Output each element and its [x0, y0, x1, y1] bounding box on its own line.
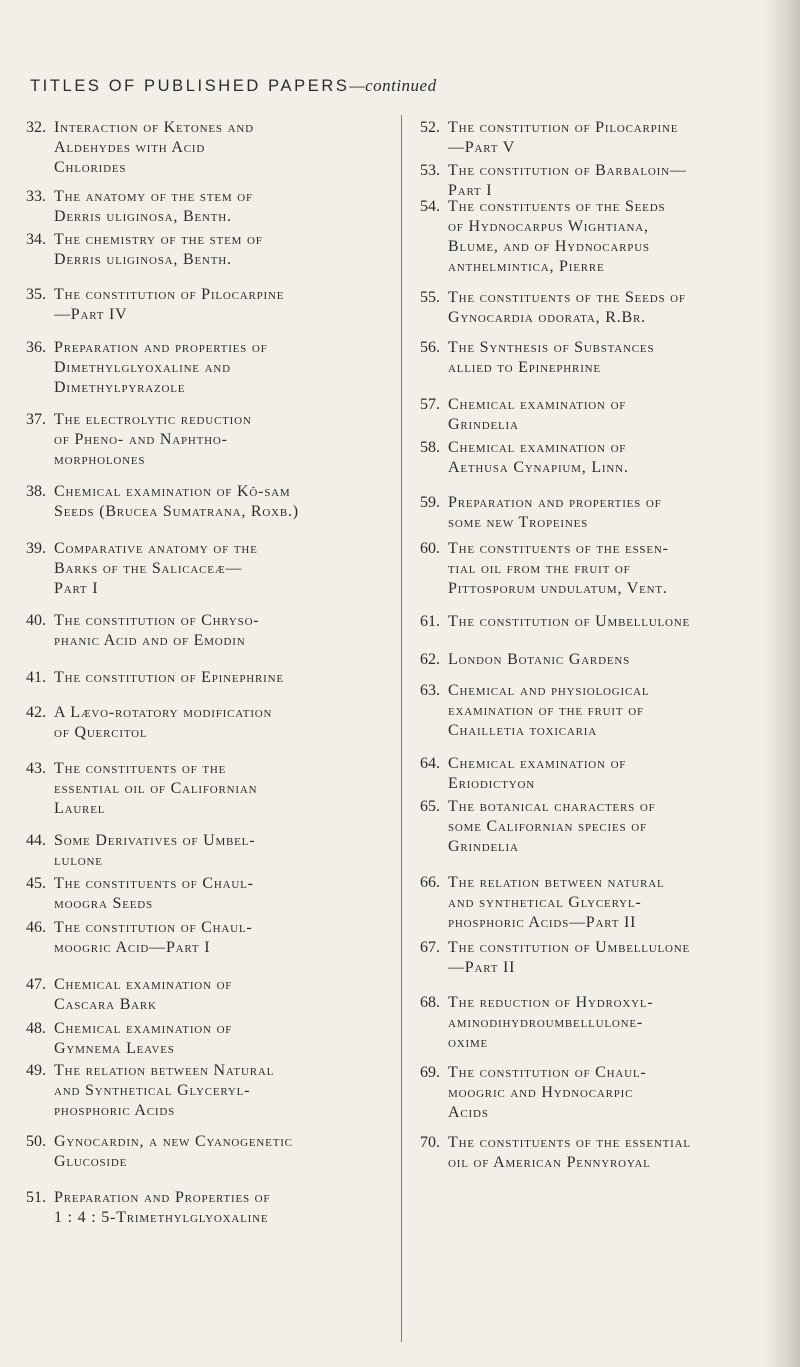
entry-title-line: Glucoside	[54, 1153, 128, 1170]
entry-title	[54, 611, 386, 651]
entry-title	[54, 918, 386, 958]
entry-number: 70.	[420, 1134, 440, 1151]
entry-title	[54, 1019, 386, 1059]
list-item	[26, 285, 386, 325]
entry-title-line: oxime	[448, 1034, 489, 1051]
entry-number: 53.	[420, 162, 440, 179]
entry-number: 48.	[26, 1020, 46, 1037]
entry-title	[448, 1133, 774, 1173]
entry-title-line: Part I	[54, 580, 99, 597]
entry-title-line: The relation between Natural	[54, 1062, 275, 1079]
entry-number: 60.	[420, 540, 440, 557]
list-item	[26, 338, 386, 398]
entry-number: 33.	[26, 188, 46, 205]
entry-title-line: The constitution of Pilocarpine	[448, 119, 679, 136]
entry-title	[54, 230, 386, 270]
entry-number: 32.	[26, 119, 46, 136]
entry-title-line: allied to Epinephrine	[448, 359, 601, 376]
entry-title	[448, 612, 774, 632]
entry-title-line: The constitution of Chaul-	[54, 919, 253, 936]
entry-title	[448, 161, 774, 201]
entry-number: 51.	[26, 1189, 46, 1206]
list-item	[26, 1188, 386, 1228]
entry-title	[448, 288, 774, 328]
entry-title-line: of Hydnocarpus Wightiana,	[448, 218, 649, 235]
list-item	[420, 438, 774, 478]
entry-number: 49.	[26, 1062, 46, 1079]
entry-title-line: Eriodictyon	[448, 775, 536, 792]
entry-title-line: 1 : 4 : 5-Trimethylglyoxaline	[54, 1209, 269, 1226]
list-item	[420, 1063, 774, 1123]
list-item	[26, 831, 386, 871]
entry-number: 67.	[420, 939, 440, 956]
list-item	[420, 938, 774, 978]
entry-title	[448, 438, 774, 478]
entry-title-line: The constitution of Barbaloin—	[448, 162, 687, 179]
entry-number: 44.	[26, 832, 46, 849]
entry-number: 34.	[26, 231, 46, 248]
entry-title	[448, 539, 774, 599]
entry-title	[448, 993, 774, 1053]
entry-title-line: The constitution of Pilocarpine	[54, 286, 285, 303]
entry-title-line: Derris uliginosa, Benth.	[54, 208, 232, 225]
column-divider	[401, 115, 402, 1342]
entry-title-line: Laurel	[54, 800, 106, 817]
list-item	[26, 668, 386, 688]
entry-title-line: Comparative anatomy of the	[54, 540, 258, 557]
entry-title	[448, 197, 774, 277]
entry-title	[448, 395, 774, 435]
entry-number: 58.	[420, 439, 440, 456]
entry-title	[448, 873, 774, 933]
entry-title-line: The constituents of the essential	[448, 1134, 691, 1151]
entry-title-line: Cascara Bark	[54, 996, 157, 1013]
entry-title-line: The reduction of Hydroxyl-	[448, 994, 654, 1011]
entry-title-line: The constituents of the Seeds	[448, 198, 666, 215]
entry-title-line: and Synthetical Glyceryl-	[54, 1082, 251, 1099]
entry-title-line: phosphoric Acids	[54, 1102, 175, 1119]
entry-number: 52.	[420, 119, 440, 136]
entry-number: 54.	[420, 198, 440, 215]
entry-title-line: The constitution of Umbellulone	[448, 613, 691, 630]
list-item	[26, 703, 386, 743]
entry-number: 68.	[420, 994, 440, 1011]
list-item	[26, 1019, 386, 1059]
entry-title-line: Aldehydes with Acid	[54, 139, 206, 156]
entry-title-line: The constituents of Chaul-	[54, 875, 254, 892]
entry-title-line: phosphoric Acids—Part II	[448, 914, 637, 931]
entry-number: 45.	[26, 875, 46, 892]
entry-title-line: Dimethylglyoxaline and	[54, 359, 231, 376]
list-item	[26, 918, 386, 958]
entry-number: 50.	[26, 1133, 46, 1150]
entry-number: 42.	[26, 704, 46, 721]
entry-title-line: The constitution of Epinephrine	[54, 669, 284, 686]
entry-title	[54, 539, 386, 599]
list-item	[420, 993, 774, 1053]
entry-title-line: Barks of the Salicaceæ—	[54, 560, 243, 577]
entry-title-line: Grindelia	[448, 838, 519, 855]
entry-title	[54, 975, 386, 1015]
entry-title-line: The constitution of Umbellulone	[448, 939, 691, 956]
header-title: TITLES OF PUBLISHED PAPERS	[30, 77, 350, 95]
entry-title-line: Some Derivatives of Umbel-	[54, 832, 256, 849]
entry-title-line: The constituents of the essen-	[448, 540, 669, 557]
entry-title-line: of Quercitol	[54, 724, 148, 741]
entry-title-line: Chemical examination of	[54, 976, 233, 993]
entry-title-line: The electrolytic reduction	[54, 411, 252, 428]
entry-title-line: Acids	[448, 1104, 489, 1121]
entry-title-line: and synthetical Glyceryl-	[448, 894, 642, 911]
entry-number: 62.	[420, 651, 440, 668]
entry-title	[54, 338, 386, 398]
entry-title-line: of Pheno- and Naphtho-	[54, 431, 228, 448]
entry-number: 63.	[420, 682, 440, 699]
entry-title-line: Chemical examination of	[54, 1020, 233, 1037]
entry-title-line: Preparation and properties of	[54, 339, 268, 356]
entry-title-line: phanic Acid and of Emodin	[54, 632, 246, 649]
entry-number: 64.	[420, 755, 440, 772]
entry-title-line: Aethusa Cynapium, Linn.	[448, 459, 629, 476]
entry-number: 61.	[420, 613, 440, 630]
list-item	[26, 230, 386, 270]
entry-number: 36.	[26, 339, 46, 356]
entry-title-line: —Part IV	[54, 306, 128, 323]
entry-title	[54, 759, 386, 819]
entry-title-line: tial oil from the fruit of	[448, 560, 631, 577]
entry-number: 41.	[26, 669, 46, 686]
header-continued: —continued	[349, 76, 437, 95]
entry-title-line: oil of American Pennyroyal	[448, 1154, 651, 1171]
entry-title-line: London Botanic Gardens	[448, 651, 630, 668]
entry-title	[54, 831, 386, 871]
entry-title	[54, 1188, 386, 1228]
list-item	[420, 161, 774, 201]
entry-title	[448, 493, 774, 533]
entry-title-line: Blume, and of Hydnocarpus	[448, 238, 650, 255]
entry-number: 46.	[26, 919, 46, 936]
entry-title-line: Chailletia toxicaria	[448, 722, 598, 739]
entry-title	[54, 874, 386, 914]
list-item	[420, 1133, 774, 1173]
entry-title	[448, 118, 774, 158]
entry-title-line: aminodihydroumbellulone-	[448, 1014, 644, 1031]
list-item	[26, 611, 386, 651]
entry-title	[448, 1063, 774, 1123]
list-item	[420, 797, 774, 857]
entry-title	[448, 338, 774, 378]
list-item	[26, 975, 386, 1015]
entry-title-line: The Synthesis of Substances	[448, 339, 655, 356]
entry-title	[54, 1061, 386, 1121]
entry-number: 37.	[26, 411, 46, 428]
entry-title-line: examination of the fruit of	[448, 702, 644, 719]
entry-title	[54, 187, 386, 227]
entry-number: 47.	[26, 976, 46, 993]
entry-title-line: Chemical examination of	[448, 755, 627, 772]
entry-title-line: Chemical examination of	[448, 396, 627, 413]
entry-title-line: Preparation and Properties of	[54, 1189, 271, 1206]
list-item	[26, 759, 386, 819]
entry-title-line: —Part V	[448, 139, 516, 156]
entry-number: 65.	[420, 798, 440, 815]
entry-title-line: Seeds (Brucea Sumatrana, Roxb.)	[54, 503, 299, 520]
entry-number: 56.	[420, 339, 440, 356]
list-item	[26, 874, 386, 914]
entry-title-line: —Part II	[448, 959, 516, 976]
entry-number: 43.	[26, 760, 46, 777]
entry-title-line: Dimethylpyrazole	[54, 379, 186, 396]
entry-number: 66.	[420, 874, 440, 891]
entry-title	[54, 118, 386, 178]
entry-title	[54, 703, 386, 743]
entry-title-line: moogric and Hydnocarpic	[448, 1084, 634, 1101]
list-item	[420, 873, 774, 933]
entry-title-line: The constituents of the Seeds of	[448, 289, 686, 306]
entry-title-line: Chemical and physiological	[448, 682, 650, 699]
entry-title-line: Interaction of Ketones and	[54, 119, 254, 136]
entry-number: 55.	[420, 289, 440, 306]
entry-title-line: moogra Seeds	[54, 895, 153, 912]
entry-title-line: some new Tropeines	[448, 514, 589, 531]
entry-title-line: Gymnema Leaves	[54, 1040, 175, 1057]
entry-title	[448, 938, 774, 978]
entry-title-line: The chemistry of the stem of	[54, 231, 263, 248]
entry-title-line: anthelmintica, Pierre	[448, 258, 605, 275]
entry-title	[54, 1132, 386, 1172]
entry-number: 57.	[420, 396, 440, 413]
list-item	[26, 1132, 386, 1172]
list-item	[420, 395, 774, 435]
entry-number: 38.	[26, 483, 46, 500]
list-item	[26, 482, 386, 522]
list-item	[420, 118, 774, 158]
list-item	[420, 338, 774, 378]
entry-title	[54, 668, 386, 688]
list-item	[420, 493, 774, 533]
entry-title	[448, 797, 774, 857]
entry-title-line: lulone	[54, 852, 103, 869]
list-item	[420, 650, 774, 670]
entry-title-line: Gynocardin, a new Cyanogenetic	[54, 1133, 293, 1150]
list-item	[26, 410, 386, 470]
entry-title-line: Part I	[448, 182, 493, 199]
entry-title	[54, 285, 386, 325]
entry-number: 35.	[26, 286, 46, 303]
entry-title-line: Derris uliginosa, Benth.	[54, 251, 232, 268]
entry-title-line: The constituents of the	[54, 760, 227, 777]
list-item	[26, 1061, 386, 1121]
entry-title-line: morpholones	[54, 451, 146, 468]
entry-title-line: Pittosporum undulatum, Vent.	[448, 580, 668, 597]
entry-title-line: some Californian species of	[448, 818, 647, 835]
page-header	[30, 76, 437, 96]
entry-title-line: essential oil of Californian	[54, 780, 258, 797]
entry-number: 59.	[420, 494, 440, 511]
entry-number: 39.	[26, 540, 46, 557]
entry-title-line: The relation between natural	[448, 874, 665, 891]
entry-title-line: The anatomy of the stem of	[54, 188, 253, 205]
list-item	[420, 539, 774, 599]
list-item	[420, 197, 774, 277]
entry-title	[54, 482, 386, 522]
entry-title-line: The botanical characters of	[448, 798, 656, 815]
list-item	[420, 612, 774, 632]
entry-title-line: Chemical examination of	[448, 439, 627, 456]
entry-title	[448, 650, 774, 670]
entry-number: 69.	[420, 1064, 440, 1081]
entry-title-line: Preparation and properties of	[448, 494, 662, 511]
list-item	[420, 681, 774, 741]
entry-title	[448, 681, 774, 741]
list-item	[420, 754, 774, 794]
list-item	[26, 539, 386, 599]
entry-title	[54, 410, 386, 470]
list-item	[26, 118, 386, 178]
entry-title-line: moogric Acid—Part I	[54, 939, 211, 956]
entry-title-line: Gynocardia odorata, R.Br.	[448, 309, 646, 326]
list-item	[420, 288, 774, 328]
entry-title-line: A Lævo-rotatory modification	[54, 704, 273, 721]
entry-number: 40.	[26, 612, 46, 629]
entry-title-line: Chlorides	[54, 159, 127, 176]
list-item	[26, 187, 386, 227]
entry-title-line: The constitution of Chaul-	[448, 1064, 647, 1081]
entry-title-line: The constitution of Chryso-	[54, 612, 260, 629]
entry-title-line: Chemical examination of Kô-sam	[54, 483, 291, 500]
entry-title	[448, 754, 774, 794]
entry-title-line: Grindelia	[448, 416, 519, 433]
